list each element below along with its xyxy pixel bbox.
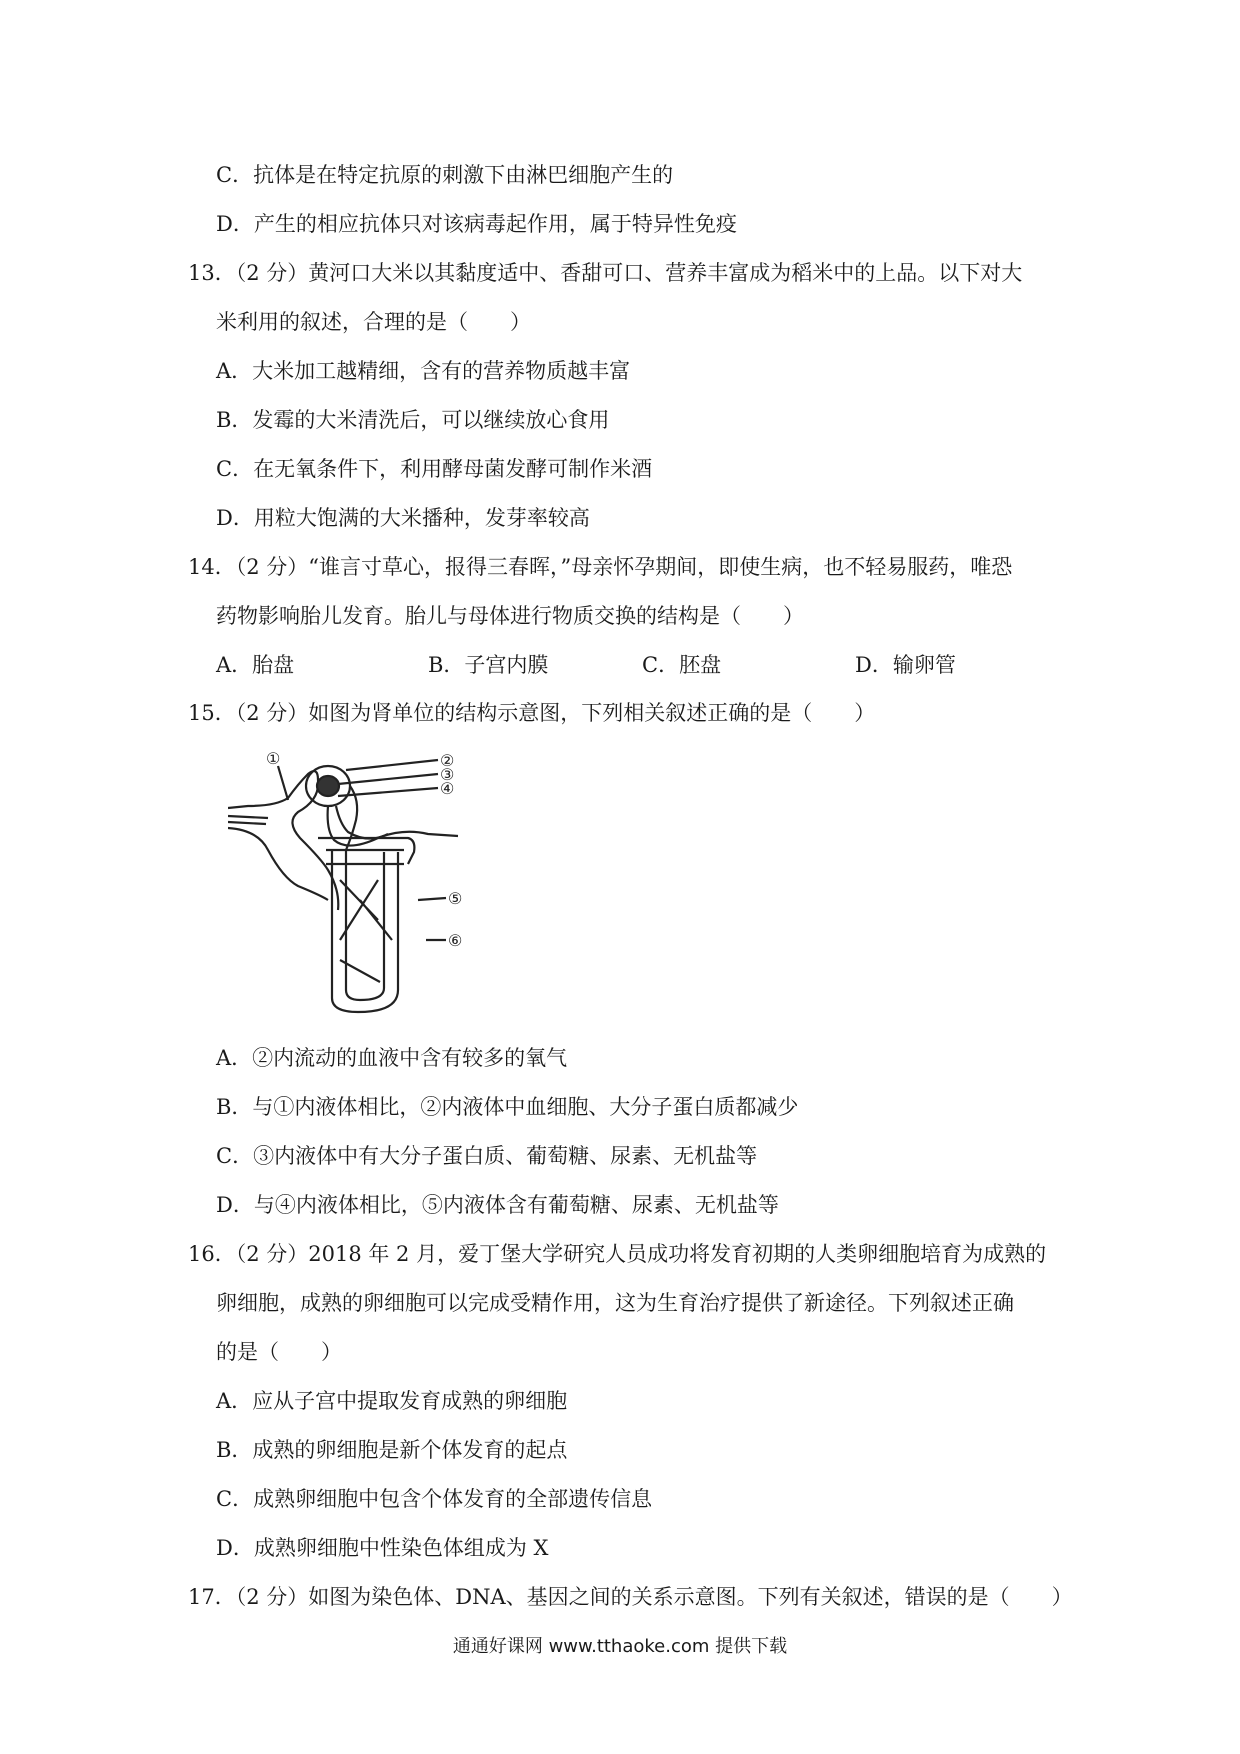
q13-option-a: A．大米加工越精细，含有的营养物质越丰富 bbox=[216, 359, 631, 383]
page-footer: 通通好课网 www.tthaoke.com 提供下载 bbox=[452, 1636, 788, 1657]
q14-option-c: C．胚盘 bbox=[642, 653, 722, 677]
q16-stem-line2: 卵细胞，成熟的卵细胞可以完成受精作用，这为生育治疗提供了新途径。下列叙述正确 bbox=[216, 1291, 1014, 1315]
q13-option-c: C．在无氧条件下，利用酵母菌发酵可制作米酒 bbox=[216, 457, 653, 481]
q13-option-b: B．发霉的大米清洗后，可以继续放心食用 bbox=[216, 408, 610, 432]
q16-option-b: B．成熟的卵细胞是新个体发育的起点 bbox=[216, 1438, 568, 1462]
q16-stem-line1: 16．（2 分）2018 年 2 月，爱丁堡大学研究人员成功将发育初期的人类卵细胞培育为成熟的 bbox=[188, 1242, 1047, 1266]
q16-option-d: D．成熟卵细胞中性染色体组成为 X bbox=[216, 1536, 549, 1560]
nephron-diagram bbox=[228, 740, 480, 1020]
label-3: ③ bbox=[440, 765, 455, 784]
q14-option-b: B．子宫内膜 bbox=[428, 653, 549, 677]
q15-option-a: A．②内流动的血液中含有较多的氧气 bbox=[216, 1046, 568, 1070]
q17-stem: 17．（2 分）如图为染色体、DNA、基因之间的关系示意图。下列有关叙述，错误的是（ ） bbox=[188, 1585, 1073, 1609]
q13-stem-line1: 13．（2 分）黄河口大米以其黏度适中、香甜可口、营养丰富成为稻米中的上品。以下对大 bbox=[188, 261, 1023, 285]
q15-stem: 15．（2 分）如图为肾单位的结构示意图，下列相关叙述正确的是（ ） bbox=[188, 701, 876, 725]
label-6: ⑥ bbox=[448, 931, 463, 950]
q16-stem-line3: 的是（ ） bbox=[216, 1340, 342, 1364]
label-1: ① bbox=[266, 749, 281, 768]
q15-option-b: B．与①内液体相比，②内液体中血细胞、大分子蛋白质都减少 bbox=[216, 1095, 799, 1119]
q14-stem-line2: 药物影响胎儿发育。胎儿与母体进行物质交换的结构是（ ） bbox=[216, 604, 804, 628]
q14-option-d: D．输卵管 bbox=[855, 653, 956, 677]
q13-stem-line2: 米利用的叙述，合理的是（ ） bbox=[216, 310, 531, 334]
q13-option-d: D．用粒大饱满的大米播种，发芽率较高 bbox=[216, 506, 590, 530]
label-5: ⑤ bbox=[448, 889, 463, 908]
label-2: ② bbox=[440, 751, 455, 770]
q15-option-c: C．③内液体中有大分子蛋白质、葡萄糖、尿素、无机盐等 bbox=[216, 1144, 758, 1168]
label-4: ④ bbox=[440, 779, 455, 798]
q14-stem-line1: 14．（2 分）“谁言寸草心，报得三春晖，”母亲怀孕期间，即使生病，也不轻易服药，唯恐 bbox=[188, 555, 1013, 579]
q14-option-a: A．胎盘 bbox=[216, 653, 295, 677]
q15-option-d: D．与④内液体相比，⑤内液体含有葡萄糖、尿素、无机盐等 bbox=[216, 1193, 779, 1217]
q16-option-a: A．应从子宫中提取发育成熟的卵细胞 bbox=[216, 1389, 568, 1413]
q16-option-c: C．成熟卵细胞中包含个体发育的全部遗传信息 bbox=[216, 1487, 653, 1511]
q12-option-d: D．产生的相应抗体只对该病毒起作用，属于特异性免疫 bbox=[216, 212, 737, 236]
q12-option-c: C．抗体是在特定抗原的刺激下由淋巴细胞产生的 bbox=[216, 163, 674, 187]
